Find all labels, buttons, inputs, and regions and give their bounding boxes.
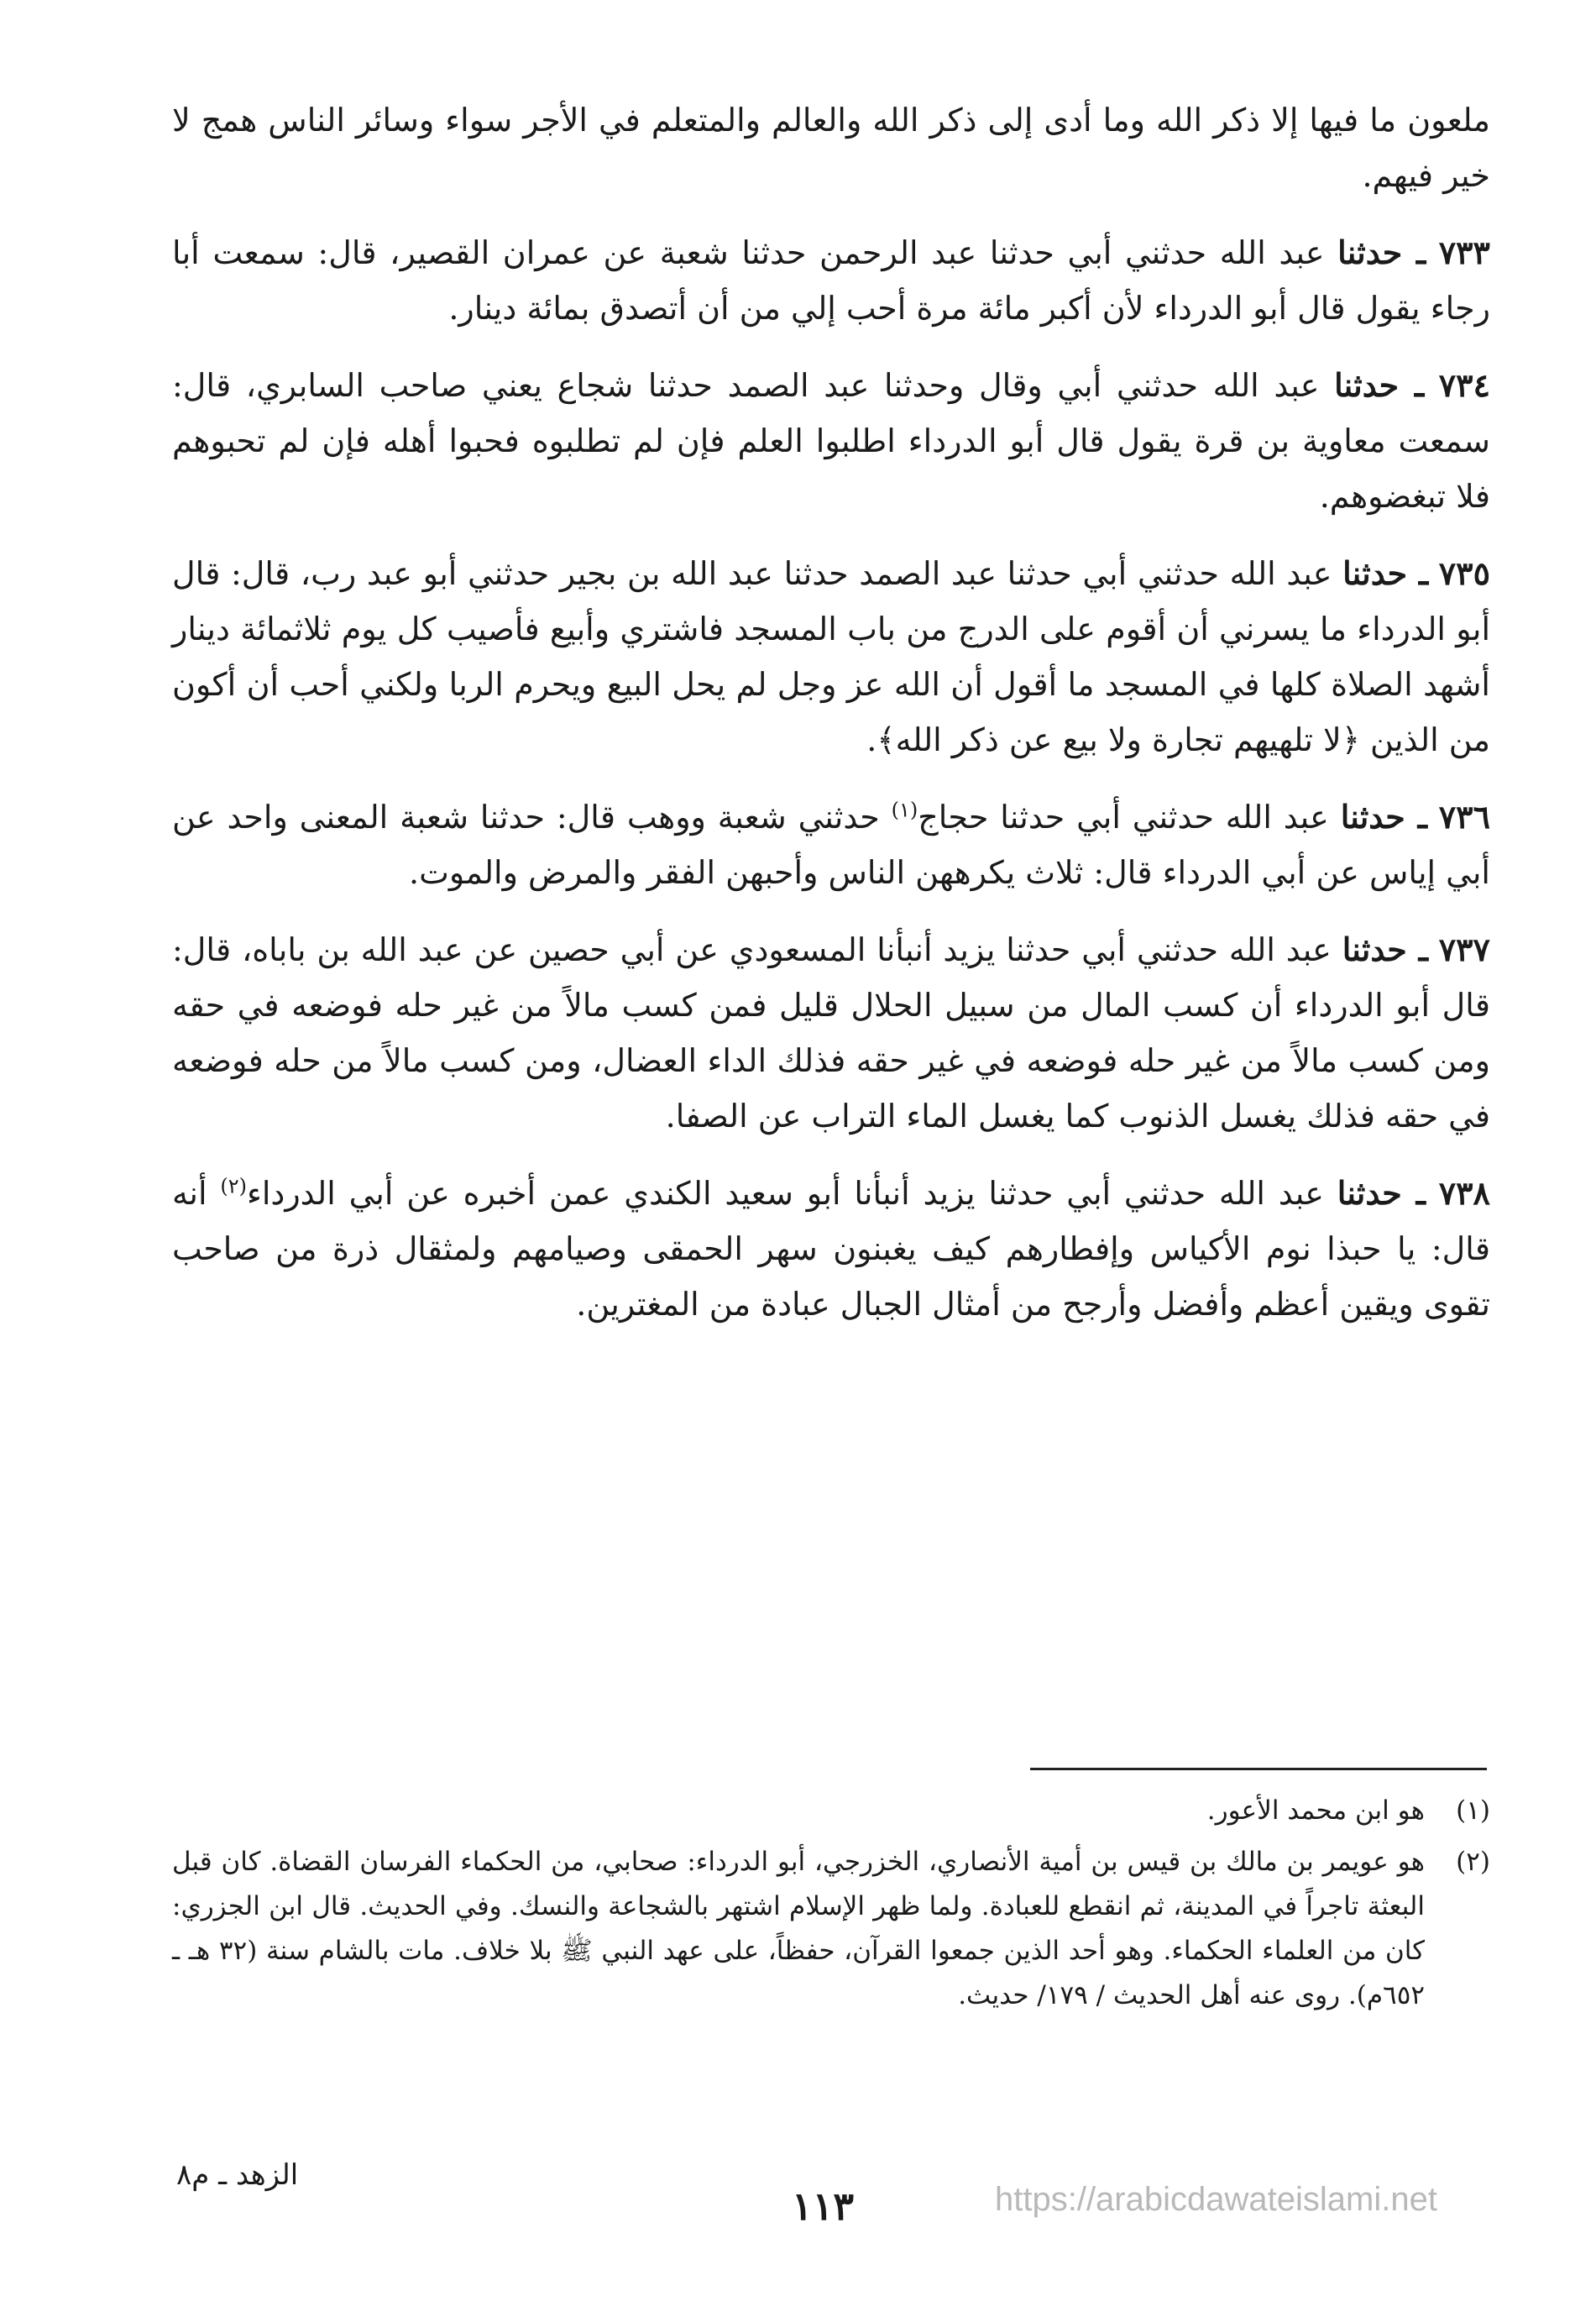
hadith-number: ٧٣٥ [1438,554,1490,592]
hadith-738: ٧٣٨ ـ حدثنا عبد الله حدثني أبي حدثنا يزيد أنبأنا أبو سعيد الكندي عمن أخبره عن أبي الدرداء$^{(٢)}$ أنه قال: يا حبذا نوم الأكياس وإفطارهم كيف يغبنون سهر الحمقى وصيامهم ولمثقال ذرة من صاحب تقوى ويقين أعظم وأفضل وأرجح من أمثال الجبال عبادة من المغترين. [172,1174,1490,1323]
footnote-separator [1030,1768,1487,1770]
hadith-733: ٧٣٣ ـ حدثنا عبد الله حدثني أبي حدثنا عبد الرحمن حدثنا شعبة عن عمران القصير، قال: سمعت أبا رجاء يقول قال أبو الدرداء لأن أكبر مائة مرة أحب إلي من أن أتصدق بمائة دينار. [172,233,1490,327]
main-text [172,92,1490,1354]
book-signature: الزهد ـ م٨ [176,2158,299,2192]
hadith-number: ٧٣٤ [1438,366,1490,404]
footnote-2 [172,1840,1490,2018]
hadith-keyword: حدثنا [1337,233,1403,271]
watermark-url: https://arabicdawateislami.net [995,2181,1437,2218]
hadith-number: ٧٣٣ [1438,233,1490,271]
page-number: ١١٣ [791,2183,855,2229]
footnote-1 [172,1789,1490,1833]
hadith-number: ٧٣٧ [1438,930,1490,968]
hadith-keyword: حدثنا [1342,554,1408,592]
hadith-734: ٧٣٤ ـ حدثنا عبد الله حدثني أبي وقال وحدثنا عبد الصمد حدثنا شجاع يعني صاحب السابري، قال: سمعت معاوية بن قرة يقول قال أبو الدرداء اطلبوا العلم فإن لم تطلبوه فحبوا أهله فإن لم تحبوهم فلا تبغضوهم. [172,366,1490,515]
footnote-ref: (٢) [220,1174,247,1198]
hadith-735: ٧٣٥ ـ حدثنا عبد الله حدثني أبي حدثنا عبد الصمد حدثنا عبد الله بن بجير حدثني أبو عبد رب، قال: قال أبو الدرداء ما يسرني أن أقوم على الدرج من باب المسجد فاشتري وأبيع فأصيب كل يوم ثلاثمائة دينار أشهد الصلاة كلها في المسجد ما أقول أن الله عز وجل لم يحل البيع ويحرم الربا ولكني أحب أن أكون من الذين ﴿لا تلهيهم تجارة ولا بيع عن ذكر الله﴾. [172,554,1490,758]
hadith-text-before: عبد الله حدثني أبي حدثنا حجاج [918,799,1329,836]
hadith-737: ٧٣٧ ـ حدثنا عبد الله حدثني أبي حدثنا يزيد أنبأنا المسعودي عن أبي حصين عن عبد الله بن باباه، قال: قال أبو الدرداء أن كسب المال من سبيل الحلال قليل فمن كسب مالاً من غير حله فوضعه في حقه ومن كسب مالاً من غير حله فوضعه في غير حقه فذلك الداء العضال، ومن كسب مالاً من حله فوضعه في حقه فذلك يغسل الذنوب كما يغسل الماء التراب عن الصفا. [172,930,1490,1135]
hadith-736: ٧٣٦ ـ حدثنا عبد الله حدثني أبي حدثنا حجاج$^{(١)}$ حدثني شعبة ووهب قال: حدثنا شعبة المعنى واحد عن أبي إياس عن أبي الدرداء قال: ثلاث يكرههن الناس وأحبهن الفقر والمرض والموت. [172,798,1490,891]
hadith-text-after: حدثني شعبة ووهب قال: حدثنا شعبة المعنى واحد عن أبي إياس عن أبي الدرداء قال: ثلاث يكرههن الناس وأحبهن الفقر والمرض والموت. [172,799,1490,891]
hadith-number: ٧٣٨ [1438,1174,1490,1212]
footnotes [172,1789,1490,2025]
hadith-text-before: عبد الله حدثني أبي حدثنا يزيد أنبأنا أبو سعيد الكندي عمن أخبره عن أبي الدرداء [246,1175,1324,1212]
hadith-text: عبد الله حدثني أبي حدثنا يزيد أنبأنا المسعودي عن أبي حصين عن عبد الله بن باباه، قال: قال أبو الدرداء أن كسب المال من سبيل الحلال قليل فمن كسب مالاً من غير حله فوضعه في حقه ومن كسب مالاً من غير حله فوضعه في غير حقه فذلك الداء العضال، ومن كسب مالاً من حله فوضعه في حقه فذلك يغسل الذنوب كما يغسل الماء التراب عن الصفا. [172,931,1490,1135]
hadith-text: عبد الله حدثني أبي حدثنا عبد الصمد حدثنا عبد الله بن بجير حدثني أبو عبد رب، قال: قال أبو الدرداء ما يسرني أن أقوم على الدرج من باب المسجد فاشتري وأبيع فأصيب كل يوم ثلاثمائة دينار أشهد الصلاة كلها في المسجد ما أقول أن الله عز وجل لم يحل البيع ويحرم الربا ولكني أحب أن أكون من الذين ﴿لا تلهيهم تجارة ولا بيع عن ذكر الله﴾. [172,555,1490,758]
hadith-keyword: حدثنا [1337,1174,1402,1212]
footnote-marker: (١) [1456,1795,1490,1826]
hadith-number: ٧٣٦ [1438,798,1490,836]
footnote-ref: (١) [891,798,918,822]
hadith-text-after: أنه قال: يا حبذا نوم الأكياس وإفطارهم كيف يغبنون سهر الحمقى وصيامهم ولمثقال ذرة من صاحب تقوى ويقين أعظم وأفضل وأرجح من أمثال الجبال عبادة من المغترين. [172,1175,1490,1323]
hadith-keyword: حدثنا [1342,930,1407,968]
hadith-text: عبد الله حدثني أبي حدثنا عبد الرحمن حدثنا شعبة عن عمران القصير، قال: سمعت أبا رجاء يقول قال أبو الدرداء لأن أكبر مائة مرة أحب إلي من أن أتصدق بمائة دينار. [172,234,1490,327]
hadith-keyword: حدثنا [1340,798,1405,836]
hadith-keyword: حدثنا [1334,366,1400,404]
intro-paragraph: ملعون ما فيها إلا ذكر الله وما أدى إلى ذكر الله والعالم والمتعلم في الأجر سواء وسائر الناس همج لا خير فيهم. [172,102,1490,194]
footnote-marker: (٢) [1456,1847,1490,1877]
footnote-text: هو ابن محمد الأعور. [1206,1795,1425,1826]
hadith-text: عبد الله حدثني أبي وقال وحدثنا عبد الصمد حدثنا شجاع يعني صاحب السابري، قال: سمعت معاوية بن قرة يقول قال أبو الدرداء اطلبوا العلم فإن لم تطلبوه فحبوا أهله فإن لم تحبوهم فلا تبغضوهم. [172,367,1490,515]
footnote-text: هو عويمر بن مالك بن قيس بن أمية الأنصاري، الخزرجي، أبو الدرداء: صحابي، من الحكماء الفرسان القضاة. كان قبل البعثة تاجراً في المدينة، ثم انقطع للعبادة. ولما ظهر الإسلام اشتهر بالشجاعة والنسك. وفي الحديث. قال ابن الجزري: كان من العلماء الحكماء. وهو أحد الذين جمعوا القرآن، حفظاً، على عهد النبي ﷺ بلا خلاف. مات بالشام سنة (٣٢ هـ ـ ٦٥٢م). روى عنه أهل الحديث / ١٧٩/ حديث. [172,1847,1425,2010]
